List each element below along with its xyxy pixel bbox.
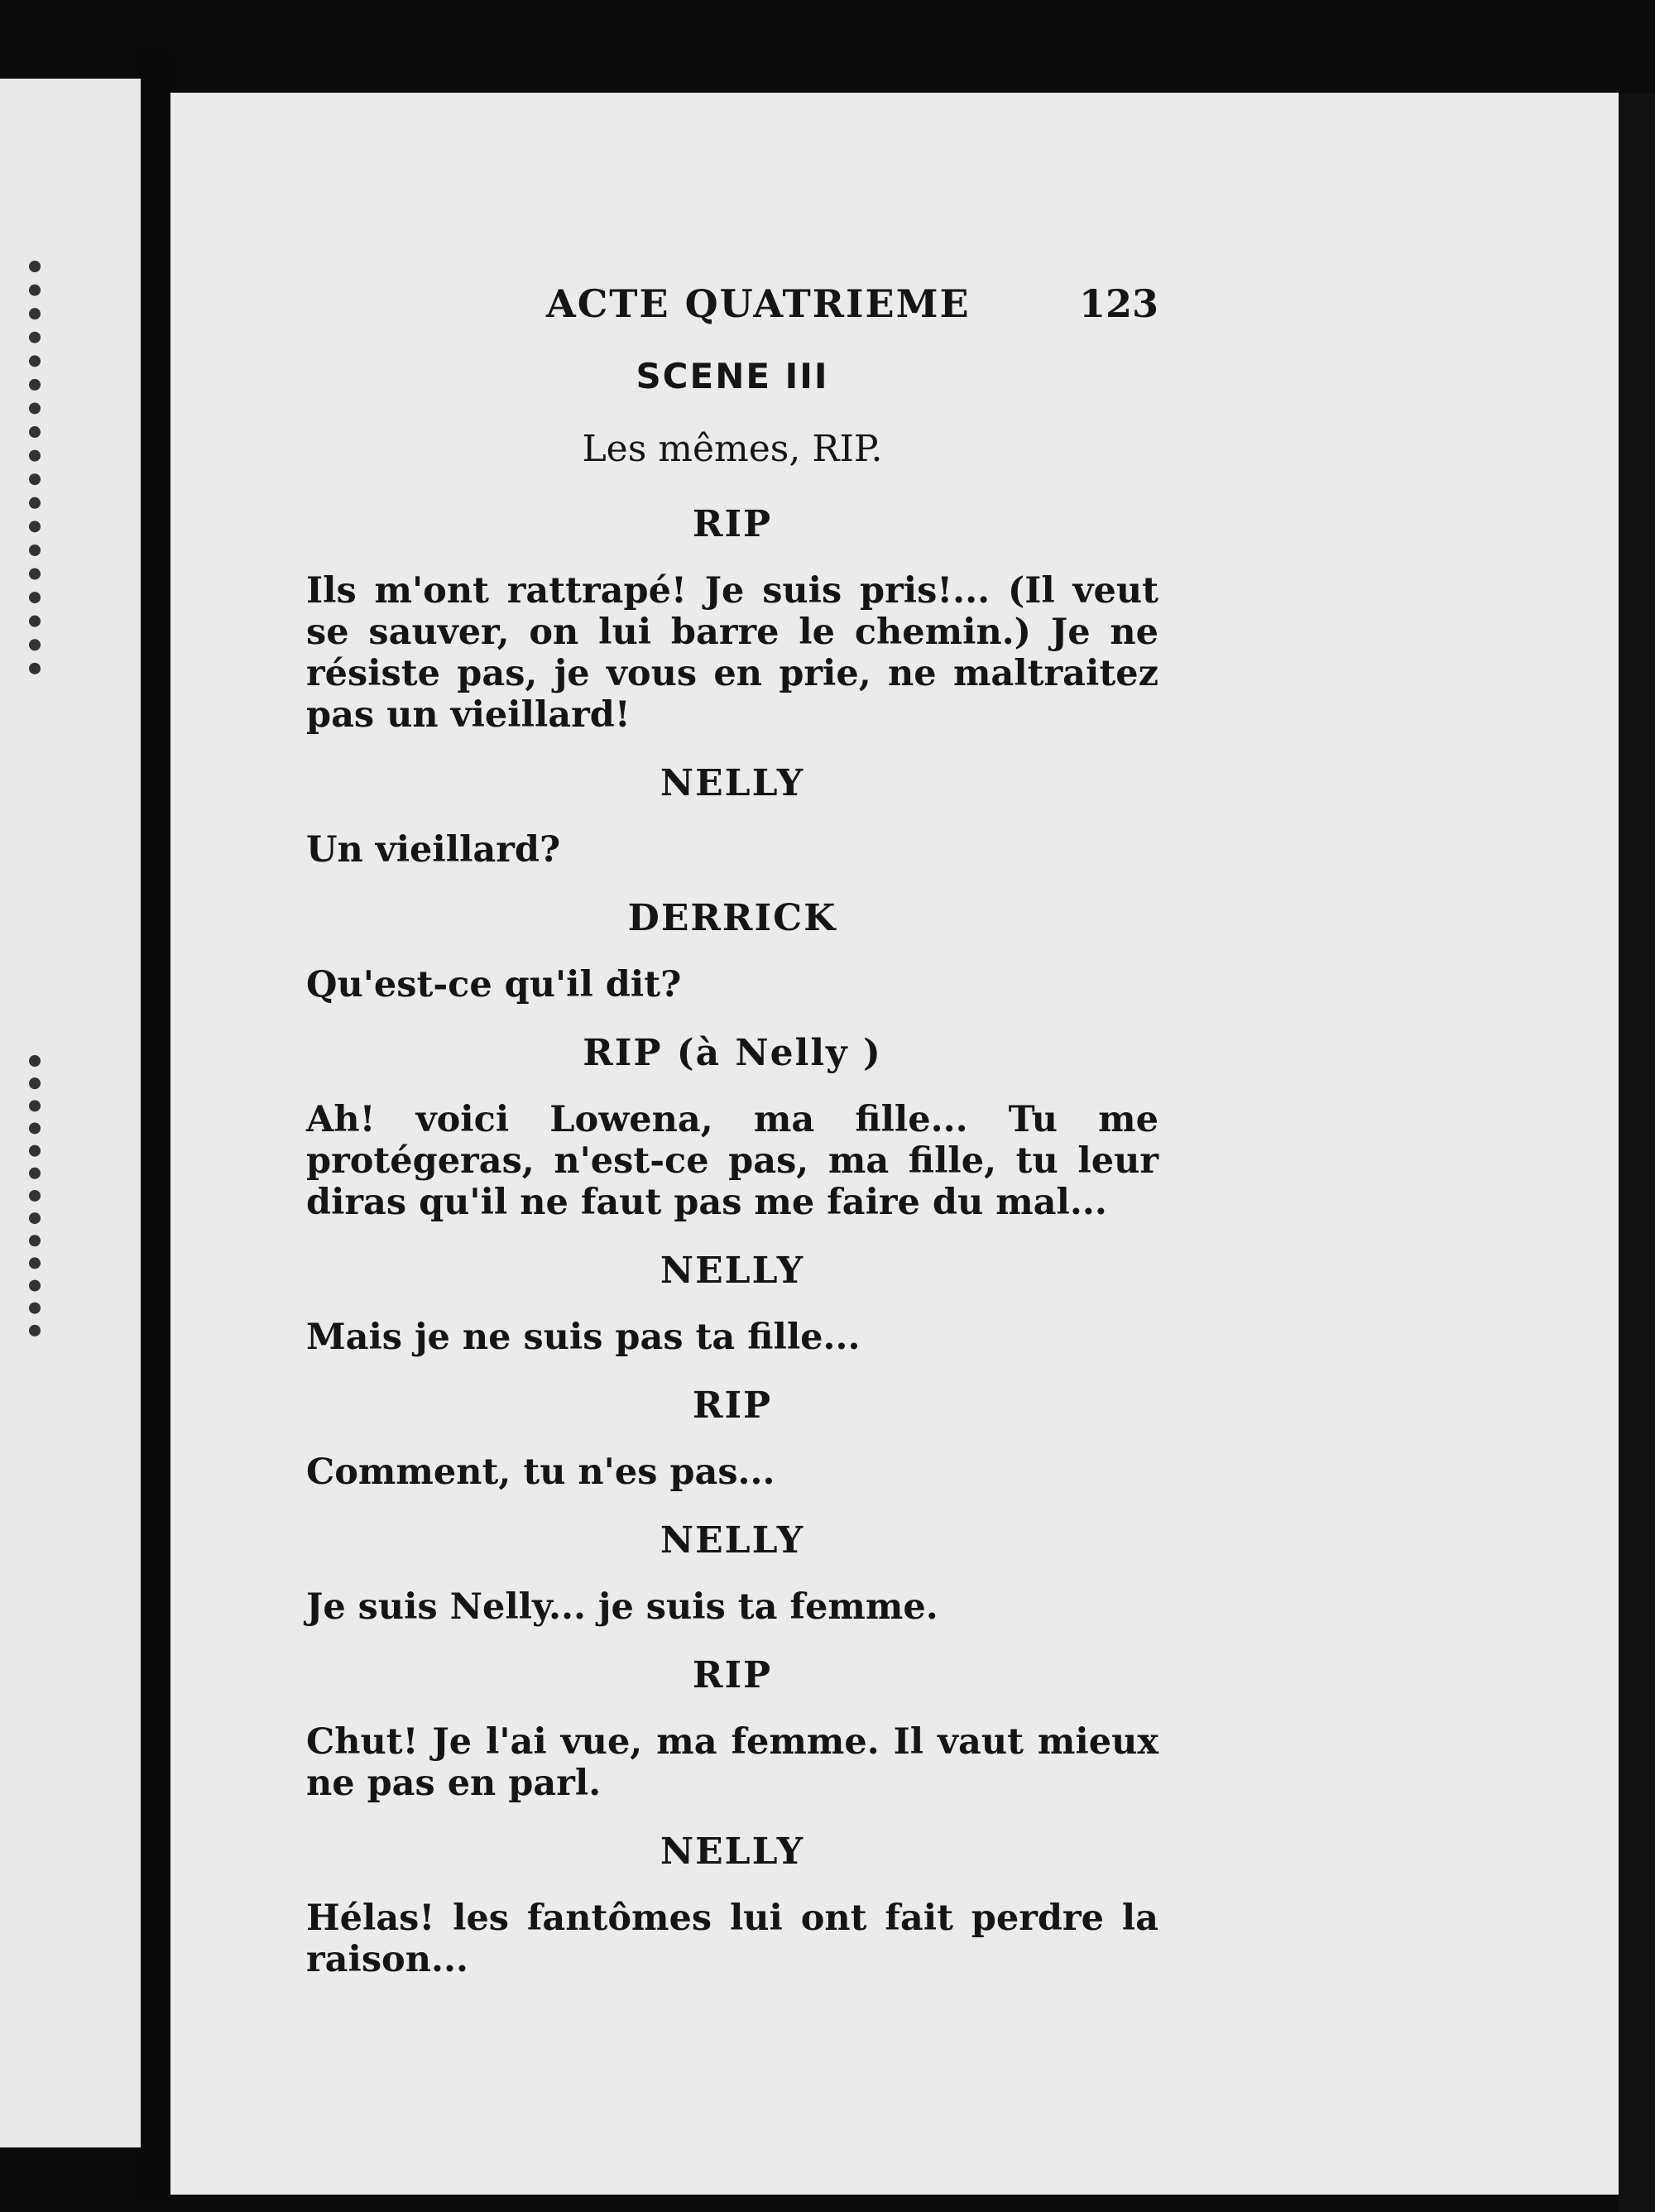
speaker-name: NELLY <box>660 1831 805 1873</box>
speech-text: Chut! Je l'ai vue, ma femme. Il vaut mieux ne pas en parl. <box>306 1721 1158 1804</box>
speech-text: Qu'est-ce qu'il dit? <box>306 964 682 1005</box>
scene-title: SCENE III <box>636 356 829 396</box>
speech-text: Hélas! les fantômes lui ont fait perdre la raison... <box>306 1898 1158 1980</box>
dialogue-block <box>306 1519 1158 1628</box>
speaker-name: RIP (à Nelly ) <box>583 1032 882 1074</box>
speaker-name: DERRICK <box>627 897 837 939</box>
speaker-name: NELLY <box>660 1519 805 1562</box>
speaker-name: NELLY <box>660 762 805 804</box>
print-bleed <box>29 1055 98 1336</box>
dialogue-block <box>306 1831 1158 1980</box>
page-edge <box>1619 93 1655 2212</box>
speaker-name: RIP <box>692 1384 773 1427</box>
dialogue-block <box>306 503 1158 736</box>
dialogue-block <box>306 1654 1158 1804</box>
speaker-name: RIP <box>692 503 773 545</box>
speech-text: Comment, tu n'es pas... <box>306 1451 775 1493</box>
page-content <box>306 281 1158 1980</box>
running-head: ACTE QUATRIEME <box>546 281 971 326</box>
dialogue-block <box>306 762 1158 871</box>
dialogue-block <box>306 1384 1158 1493</box>
speaker-name: NELLY <box>660 1250 805 1292</box>
page-number: 123 <box>1078 281 1158 326</box>
dialogue-block <box>306 1250 1158 1358</box>
print-bleed <box>29 261 98 674</box>
speech-text: Mais je ne suis pas ta fille... <box>306 1317 861 1358</box>
speech-text: Un vieillard? <box>306 829 561 871</box>
book-gutter <box>141 50 170 2201</box>
speech-text: Je suis Nelly... je suis ta femme. <box>306 1586 938 1628</box>
facing-page-edge <box>0 79 141 2147</box>
cast-line: Les mêmes, RIP. <box>582 428 883 470</box>
dialogue <box>306 503 1158 1980</box>
dialogue-block <box>306 897 1158 1005</box>
dialogue-block <box>306 1032 1158 1223</box>
speech-text: Ah! voici Lowena, ma fille... Tu me protégeras, n'est-ce pas, ma fille, tu leur diras qu'il ne faut pas me faire du mal... <box>306 1099 1158 1223</box>
page-header <box>306 281 1158 339</box>
speaker-name: RIP <box>692 1654 773 1696</box>
speech-text: Ils m'ont rattrapé! Je suis pris!... (Il veut se sauver, on lui barre le chemin.) Je ne résiste pas, je vous en prie, ne maltraitez pas un vieillard! <box>306 570 1158 736</box>
